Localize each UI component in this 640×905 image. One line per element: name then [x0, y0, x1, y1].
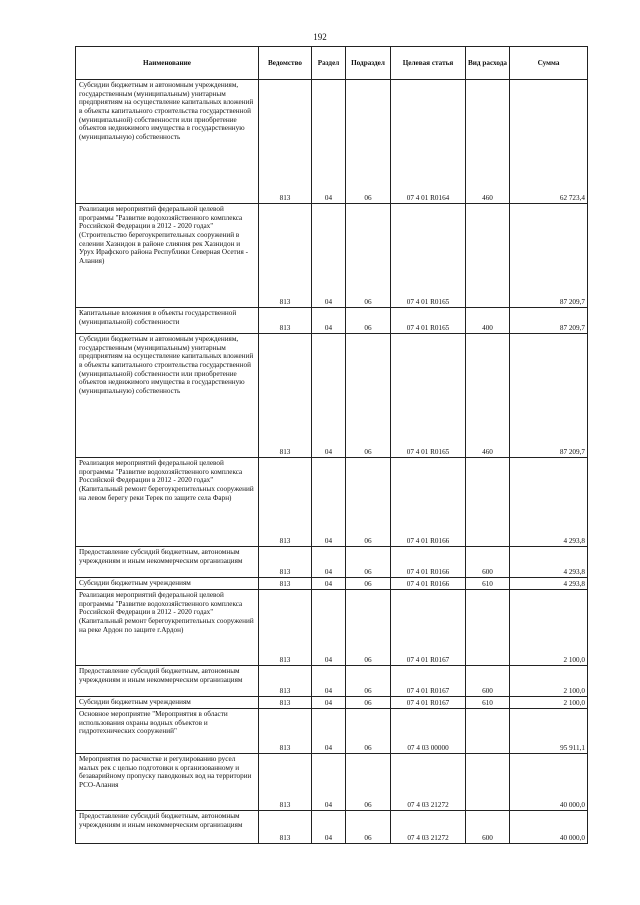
cell-section: 04: [312, 204, 346, 308]
cell-subsection: 06: [346, 709, 391, 754]
cell-subsection: 06: [346, 754, 391, 811]
table-row: [76, 80, 588, 204]
row-name-text: Предоставление субсидий бюджетным, автономным учреждениям и иным некоммерческим организациям: [79, 812, 243, 829]
cell-target: 07 4 03 21272: [391, 754, 466, 811]
cell-expense-type: [466, 709, 510, 754]
cell-amount: 2 100,0: [510, 590, 588, 666]
row-name-text: Капитальные вложения в объекты государственной (муниципальной) собственности: [79, 309, 237, 326]
cell-subsection: 06: [346, 80, 391, 204]
cell-subsection: 06: [346, 458, 391, 547]
cell-target: 07 4 01 R0164: [391, 80, 466, 204]
cell-name: [76, 666, 259, 697]
table-row: [76, 308, 588, 334]
cell-dept: 813: [259, 308, 312, 334]
cell-amount: 95 911,1: [510, 709, 588, 754]
row-name-text: Предоставление субсидий бюджетным, автономным учреждениям и иным некоммерческим организациям: [79, 548, 243, 565]
cell-amount: 4 293,8: [510, 458, 588, 547]
cell-name: [76, 547, 259, 578]
cell-target: 07 4 01 R0165: [391, 308, 466, 334]
cell-expense-type: [466, 754, 510, 811]
page-number: 192: [313, 32, 327, 42]
cell-section: 04: [312, 811, 346, 844]
table-row: [76, 709, 588, 754]
cell-expense-type: 610: [466, 578, 510, 590]
cell-dept: 813: [259, 754, 312, 811]
cell-name: [76, 334, 259, 458]
cell-expense-type: 600: [466, 547, 510, 578]
cell-target: 07 4 01 R0166: [391, 458, 466, 547]
cell-section: 04: [312, 709, 346, 754]
table-row: [76, 754, 588, 811]
cell-name: [76, 458, 259, 547]
cell-target: 07 4 01 R0165: [391, 334, 466, 458]
cell-subsection: 06: [346, 590, 391, 666]
table-row: [76, 458, 588, 547]
cell-section: 04: [312, 590, 346, 666]
cell-amount: 62 723,4: [510, 80, 588, 204]
cell-amount: 40 000,0: [510, 811, 588, 844]
cell-name: [76, 697, 259, 709]
budget-table: [75, 46, 588, 844]
cell-name: [76, 308, 259, 334]
cell-section: 04: [312, 334, 346, 458]
cell-name: [76, 204, 259, 308]
cell-amount: 4 293,8: [510, 578, 588, 590]
table-row: [76, 811, 588, 844]
row-name-text: Мероприятия по расчистке и регулированию русел малых рек с целью подготовки к организованному и безаварийному пропуску паводковых вод на территории РСО-Алания: [79, 755, 252, 789]
cell-section: 04: [312, 754, 346, 811]
row-name-text: Предоставление субсидий бюджетным, автономным учреждениям и иным некоммерческим организациям: [79, 667, 243, 684]
cell-amount: 40 000,0: [510, 754, 588, 811]
cell-subsection: 06: [346, 204, 391, 308]
cell-dept: 813: [259, 590, 312, 666]
cell-dept: 813: [259, 811, 312, 844]
cell-expense-type: 460: [466, 80, 510, 204]
cell-target: 07 4 01 R0167: [391, 666, 466, 697]
cell-dept: 813: [259, 80, 312, 204]
cell-dept: 813: [259, 204, 312, 308]
header-expense-type: Вид расхода: [466, 47, 510, 80]
cell-expense-type: 600: [466, 811, 510, 844]
table-row: [76, 578, 588, 590]
cell-dept: 813: [259, 709, 312, 754]
cell-target: 07 4 01 R0167: [391, 697, 466, 709]
cell-subsection: 06: [346, 334, 391, 458]
cell-name: [76, 709, 259, 754]
cell-subsection: 06: [346, 811, 391, 844]
cell-expense-type: 460: [466, 334, 510, 458]
cell-dept: 813: [259, 458, 312, 547]
row-name-text: Субсидии бюджетным учреждениям: [79, 698, 191, 706]
cell-amount: 87 209,7: [510, 334, 588, 458]
cell-section: 04: [312, 697, 346, 709]
cell-section: 04: [312, 308, 346, 334]
cell-expense-type: [466, 204, 510, 308]
row-name-text: Субсидии бюджетным и автономным учреждениям, государственным (муниципальным) унитарным предприятиям на осуществление капитальных вложений в объекты капитального строительства государственной (муниципальной) собственности или приобретение объектов недвижимого имущества в государственную (муниципальную) собственность: [79, 335, 254, 395]
row-name-text: Субсидии бюджетным и автономным учреждениям, государственным (муниципальным) унитарным предприятиям на осуществление капитальных вложений в объекты капитального строительства государственной (муниципальной) собственности или приобретение объектов недвижимого имущества в государственную (муниципальную) собственность: [79, 81, 254, 141]
row-name-text: Основное мероприятие "Мероприятия в области использования охраны водных объектов и гидротехнических сооружений": [79, 710, 228, 736]
cell-name: [76, 754, 259, 811]
cell-subsection: 06: [346, 666, 391, 697]
cell-subsection: 06: [346, 578, 391, 590]
row-name-text: Реализация мероприятий федеральной целевой программы "Развитие водохозяйственного комплекса Российской Федерации в 2012 - 2020 годах" (Строительство берегоукрепительных сооружений в селении Хазнидон в районе слияния рек Хазнидон и Урух Ирафского района Республики Северная Осетия - Алания): [79, 205, 249, 265]
row-name-text: Реализация мероприятий федеральной целевой программы "Развитие водохозяйственного комплекса Российской Федерации в 2012 - 2020 годах" (Капитальный ремонт берегоукрепительных сооружений на реке Ардон по защите г.Ардон): [79, 591, 254, 634]
header-name: Наименование: [76, 47, 259, 80]
cell-expense-type: 610: [466, 697, 510, 709]
cell-dept: 813: [259, 666, 312, 697]
table-row: [76, 666, 588, 697]
cell-subsection: 06: [346, 697, 391, 709]
header-section: Раздел: [312, 47, 346, 80]
cell-amount: 4 293,8: [510, 547, 588, 578]
cell-expense-type: [466, 590, 510, 666]
cell-name: [76, 578, 259, 590]
cell-expense-type: [466, 458, 510, 547]
cell-target: 07 4 01 R0166: [391, 578, 466, 590]
cell-amount: 87 209,7: [510, 308, 588, 334]
cell-name: [76, 590, 259, 666]
cell-expense-type: 600: [466, 666, 510, 697]
cell-dept: 813: [259, 697, 312, 709]
cell-dept: 813: [259, 334, 312, 458]
cell-target: 07 4 01 R0166: [391, 547, 466, 578]
table-row: [76, 697, 588, 709]
cell-amount: 87 209,7: [510, 204, 588, 308]
header-dept: Ведомство: [259, 47, 312, 80]
table-row: [76, 547, 588, 578]
table-row: [76, 590, 588, 666]
cell-dept: 813: [259, 547, 312, 578]
cell-section: 04: [312, 666, 346, 697]
table-row: [76, 334, 588, 458]
cell-target: 07 4 03 00000: [391, 709, 466, 754]
cell-amount: 2 100,0: [510, 666, 588, 697]
cell-name: [76, 80, 259, 204]
cell-section: 04: [312, 458, 346, 547]
cell-dept: 813: [259, 578, 312, 590]
cell-section: 04: [312, 80, 346, 204]
header-target: Целевая статья: [391, 47, 466, 80]
cell-subsection: 06: [346, 308, 391, 334]
table-header-row: [76, 47, 588, 80]
header-subsection: Подраздел: [346, 47, 391, 80]
cell-target: 07 4 03 21272: [391, 811, 466, 844]
cell-target: 07 4 01 R0167: [391, 590, 466, 666]
header-amount: Сумма: [510, 47, 588, 80]
cell-subsection: 06: [346, 547, 391, 578]
cell-amount: 2 100,0: [510, 697, 588, 709]
cell-section: 04: [312, 547, 346, 578]
table-row: [76, 204, 588, 308]
cell-target: 07 4 01 R0165: [391, 204, 466, 308]
cell-expense-type: 400: [466, 308, 510, 334]
cell-name: [76, 811, 259, 844]
row-name-text: Субсидии бюджетным учреждениям: [79, 579, 191, 587]
row-name-text: Реализация мероприятий федеральной целевой программы "Развитие водохозяйственного комплекса Российской Федерации в 2012 - 2020 годах" (Капитальный ремонт берегоукрепительных сооружений на левом берегу реки Терек по защите села Фарн): [79, 459, 254, 502]
cell-section: 04: [312, 578, 346, 590]
